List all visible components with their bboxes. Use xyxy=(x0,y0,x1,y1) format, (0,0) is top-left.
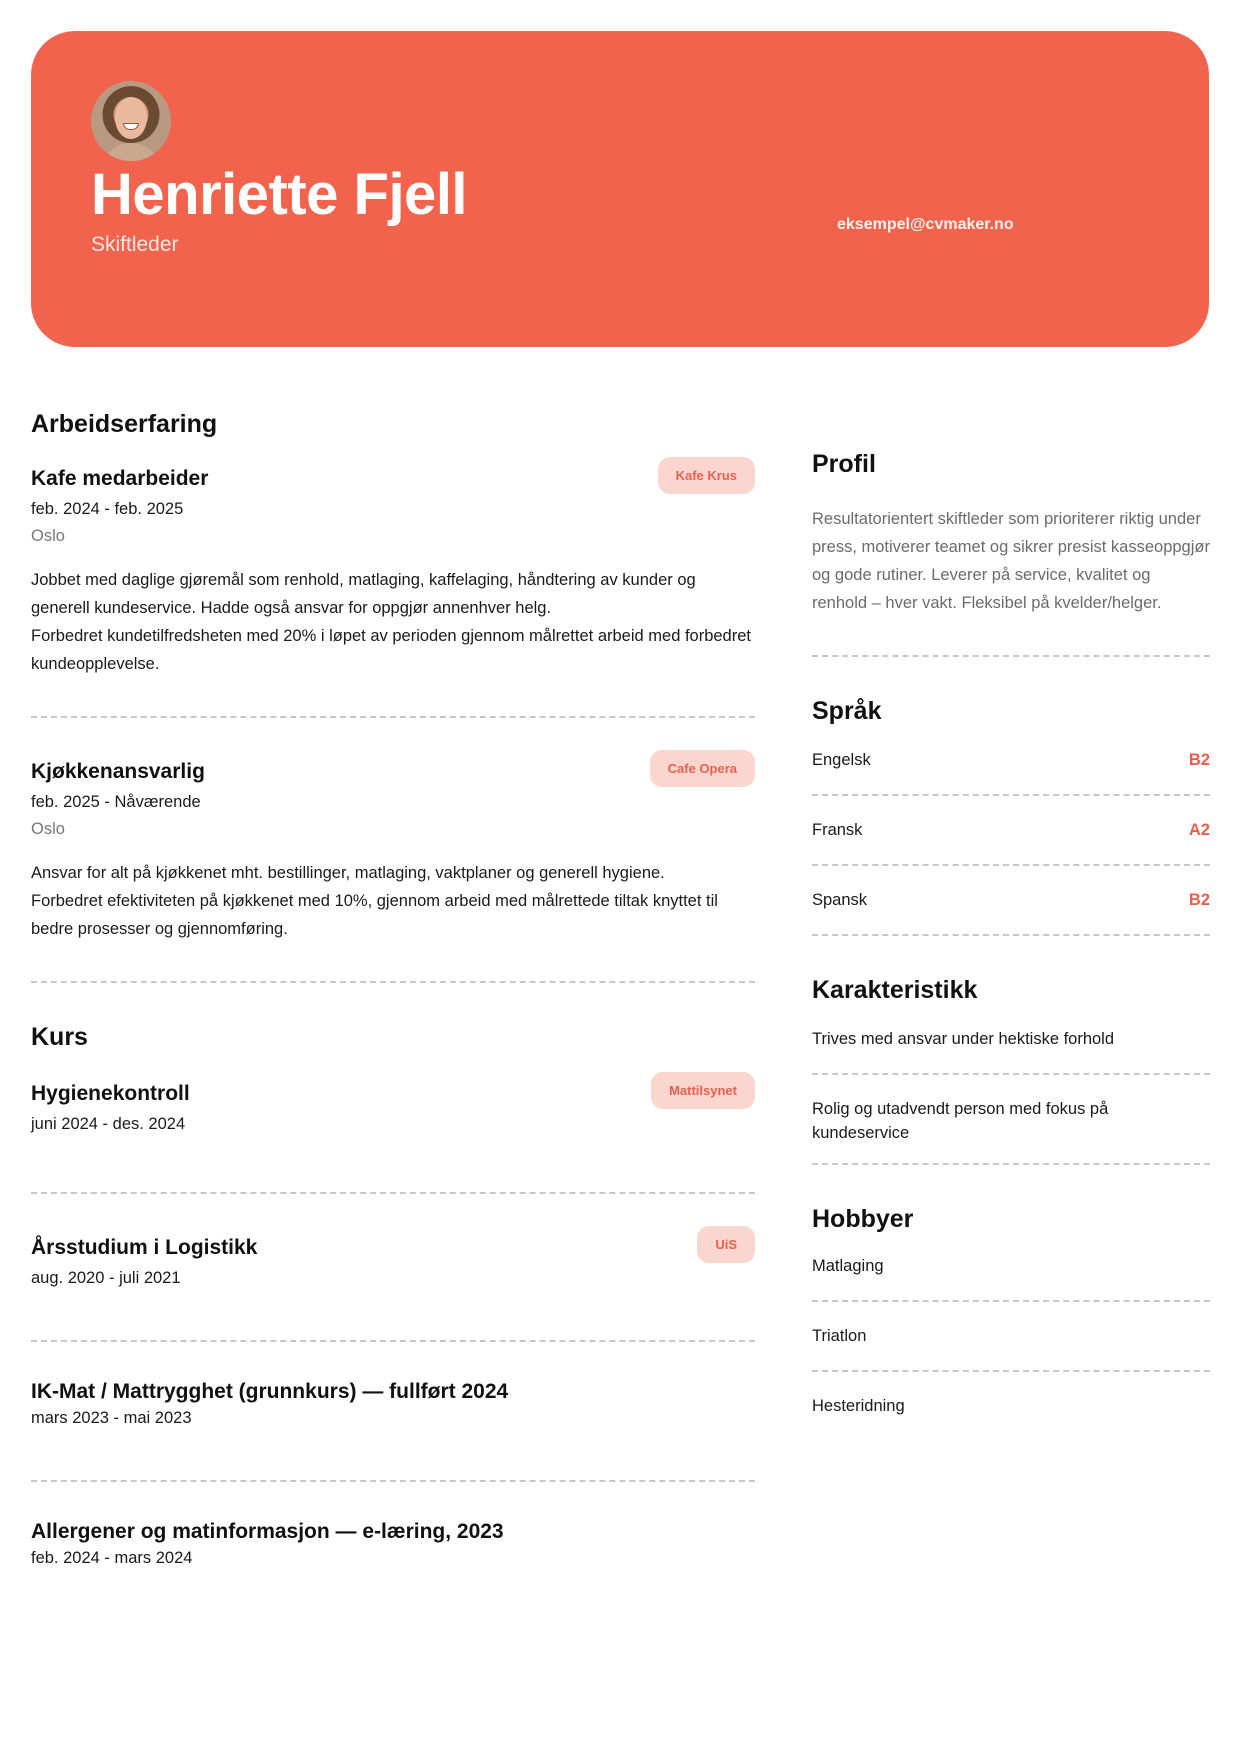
divider xyxy=(812,794,1210,796)
main-column xyxy=(31,410,755,1568)
person-name: Henriette Fjell xyxy=(91,162,468,227)
divider xyxy=(31,1192,755,1194)
section-title-courses: Kurs xyxy=(31,1023,88,1051)
description-line: Ansvar for alt på kjøkkenet mht. bestillinger, matlaging, vaktplaner og generell hygiene. xyxy=(31,864,665,882)
experience-entry xyxy=(31,467,755,678)
divider xyxy=(31,981,755,983)
language-name: Engelsk xyxy=(812,751,871,769)
company-badge: Kafe Krus xyxy=(658,457,755,494)
hobby-item xyxy=(812,1324,1210,1348)
divider xyxy=(812,655,1210,657)
entry-title: IK-Mat / Mattrygghet (grunnkurs) — fullført 2024 xyxy=(31,1380,509,1403)
divider xyxy=(31,1480,755,1482)
language-name: Spansk xyxy=(812,891,868,909)
section-title-profile: Profil xyxy=(812,450,876,478)
divider xyxy=(812,934,1210,936)
course-entry xyxy=(31,1236,755,1288)
entry-date: juni 2024 - des. 2024 xyxy=(31,1115,186,1133)
trait-text: Trives med ansvar under hektiske forhold xyxy=(812,1030,1115,1048)
company-badge: Cafe Opera xyxy=(650,750,755,787)
hobby-text: Matlaging xyxy=(812,1257,884,1275)
profile-summary: Resultatorientert skiftleder som prioriterer riktig under press, motiverer teamet og sikrer presist kasseoppgjør og gode rutiner. Leverer på service, kvalitet og renhold – hver vakt. Fleksibel på kvelder/helger. xyxy=(812,510,1210,612)
course-entry xyxy=(31,1380,755,1428)
entry-date: feb. 2025 - Nåværende xyxy=(31,793,201,811)
language-item xyxy=(812,888,1210,912)
section-title-traits: Karakteristikk xyxy=(812,976,978,1004)
hobby-item xyxy=(812,1394,1210,1418)
experience-entry xyxy=(31,760,755,943)
email-link[interactable]: eksempel@cvmaker.no xyxy=(837,216,1014,233)
entry-description xyxy=(31,859,755,943)
section-title-hobbies: Hobbyer xyxy=(812,1205,914,1233)
trait-item xyxy=(812,1097,1210,1145)
entry-title: Hygienekontroll xyxy=(31,1082,190,1105)
course-entry xyxy=(31,1520,755,1568)
sidebar-column xyxy=(812,450,1210,1418)
divider xyxy=(812,1300,1210,1302)
provider-badge: Mattilsynet xyxy=(651,1072,755,1109)
entry-title: Årsstudium i Logistikk xyxy=(31,1236,258,1259)
description-line: Forbedret kundetilfredsheten med 20% i løpet av perioden gjennom målrettet arbeid med forbedret kundeopplevelse. xyxy=(31,627,751,673)
section-title-experience: Arbeidserfaring xyxy=(31,410,218,438)
hobby-item xyxy=(812,1254,1210,1278)
header-banner xyxy=(31,31,1209,347)
entry-date: aug. 2020 - juli 2021 xyxy=(31,1269,181,1287)
trait-text: Rolig og utadvendt person med fokus på kundeservice xyxy=(812,1100,1109,1142)
hobby-text: Hesteridning xyxy=(812,1397,905,1415)
divider xyxy=(812,864,1210,866)
divider xyxy=(812,1370,1210,1372)
entry-location: Oslo xyxy=(31,527,65,545)
hobby-text: Triatlon xyxy=(812,1327,867,1345)
entry-location: Oslo xyxy=(31,820,65,838)
description-line: Jobbet med daglige gjøremål som renhold, matlaging, kaffelaging, håndtering av kunder og generell kundeservice. Hadde også ansvar for oppgjør annenhver helg. xyxy=(31,571,696,617)
job-title: Skiftleder xyxy=(91,233,179,256)
entry-date: mars 2023 - mai 2023 xyxy=(31,1409,192,1427)
section-title-languages: Språk xyxy=(812,697,882,725)
language-item xyxy=(812,818,1210,842)
entry-title: Kafe medarbeider xyxy=(31,467,209,490)
avatar xyxy=(91,81,171,161)
provider-badge: UiS xyxy=(697,1226,755,1263)
trait-item xyxy=(812,1027,1210,1051)
divider xyxy=(812,1163,1210,1165)
language-level: B2 xyxy=(1188,891,1210,909)
divider xyxy=(31,716,755,718)
entry-title: Allergener og matinformasjon — e-læring, 2023 xyxy=(31,1520,504,1543)
entry-date: feb. 2024 - feb. 2025 xyxy=(31,500,184,518)
divider xyxy=(31,1340,755,1342)
course-entry xyxy=(31,1082,755,1134)
entry-title: Kjøkkenansvarlig xyxy=(31,760,205,783)
entry-description xyxy=(31,566,755,678)
language-level: A2 xyxy=(1188,821,1210,839)
avatar-face xyxy=(115,97,147,139)
language-name: Fransk xyxy=(812,821,863,839)
divider xyxy=(812,1073,1210,1075)
avatar-body xyxy=(101,143,161,161)
language-item xyxy=(812,748,1210,772)
description-line: Forbedret efektiviteten på kjøkkenet med 10%, gjennom arbeid med målrettede tiltak knyttet til bedre prosesser og gjennomføring. xyxy=(31,892,718,938)
language-level: B2 xyxy=(1188,751,1210,769)
entry-date: feb. 2024 - mars 2024 xyxy=(31,1549,193,1567)
